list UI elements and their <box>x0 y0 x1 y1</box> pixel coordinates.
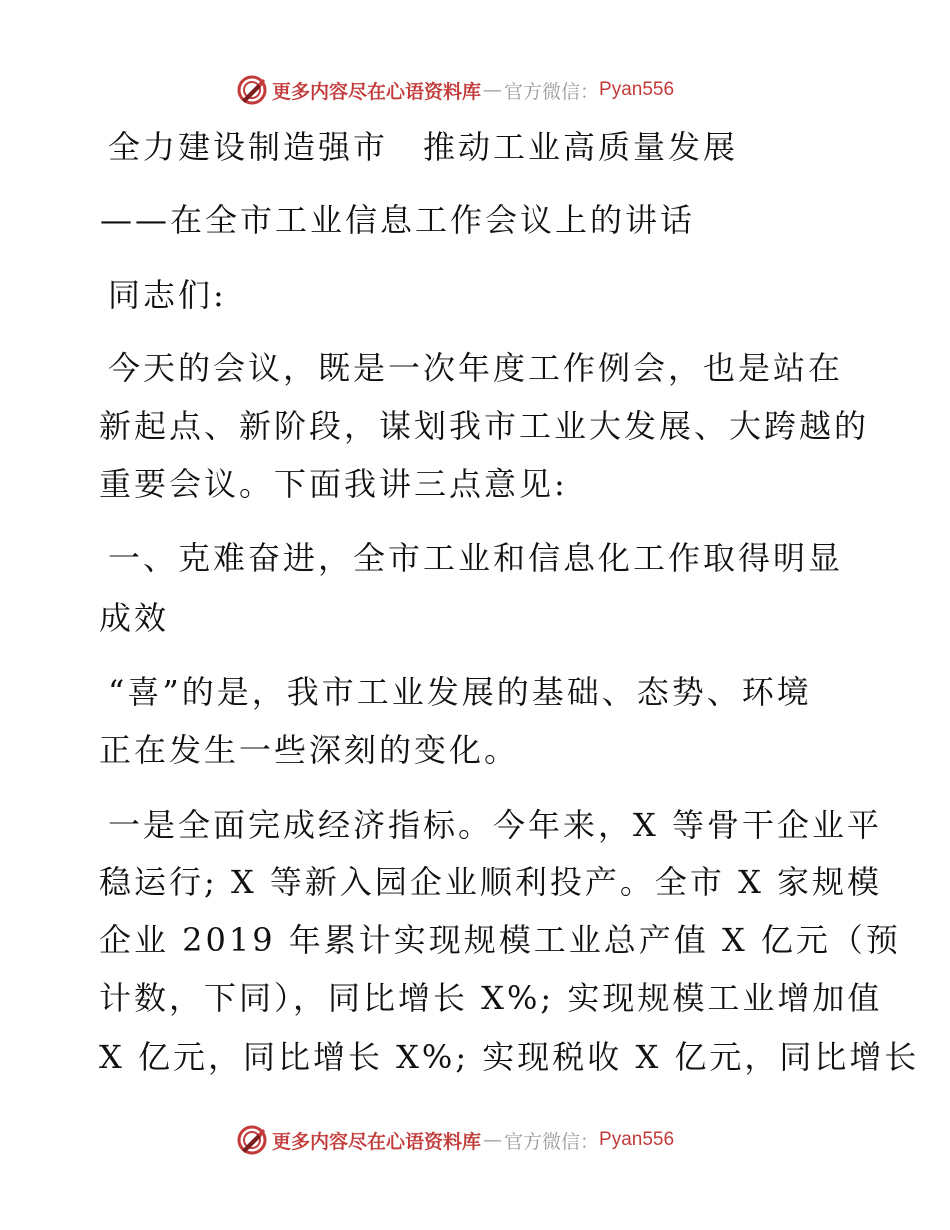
watermark-wechat-id: Pyan556 <box>599 1129 675 1150</box>
watermark-contact-label: 官方微信： <box>504 1130 600 1153</box>
watermark-separator: — <box>483 79 503 101</box>
paragraph-2-line-2: 正在发生一些深刻的变化。 <box>99 731 520 769</box>
paragraph-3-line-4: 计数，下同），同比增长 X%; 实现规模工业增加值 <box>99 979 883 1017</box>
paragraph-2-line-1: “喜”的是，我市工业发展的基础、态势、环境 <box>108 673 812 711</box>
document-title: 全力建设制造强市 推动工业高质量发展 <box>108 128 739 166</box>
paragraph-3-line-3: 企业 2019 年累计实现规模工业总产值 X 亿元（预 <box>99 921 901 959</box>
paragraph-1-line-3: 重要会议。下面我讲三点意见: <box>99 465 568 503</box>
paragraph-3-line-1: 一是全面完成经济指标。今年来，X 等骨干企业平 <box>108 806 882 844</box>
pen-logo-icon <box>236 1124 268 1156</box>
heading-1-line-2: 成效 <box>99 599 170 637</box>
paragraph-1-line-1: 今天的会议，既是一次年度工作例会，也是站在 <box>108 349 844 387</box>
watermark-separator: — <box>483 1129 503 1151</box>
watermark-footer <box>236 1123 674 1157</box>
watermark-site-text: 更多内容尽在心语资料库 <box>272 80 482 103</box>
paragraph-1-line-2: 新起点、新阶段，谋划我市工业大发展、大跨越的 <box>99 407 870 445</box>
watermark-wechat-id: Pyan556 <box>599 79 675 100</box>
paragraph-3-line-5: X 亿元，同比增长 X%; 实现税收 X 亿元，同比增长 <box>99 1038 920 1076</box>
salutation: 同志们: <box>108 276 227 314</box>
paragraph-3-line-2: 稳运行; X 等新入园企业顺利投产。全市 X 家规模 <box>99 863 883 901</box>
watermark-contact-label: 官方微信： <box>504 80 600 103</box>
document-subtitle: ——在全市工业信息工作会议上的讲话 <box>100 201 696 239</box>
watermark-site-text: 更多内容尽在心语资料库 <box>272 1130 482 1153</box>
heading-1-line-1: 一、克难奋进，全市工业和信息化工作取得明显 <box>108 539 844 577</box>
